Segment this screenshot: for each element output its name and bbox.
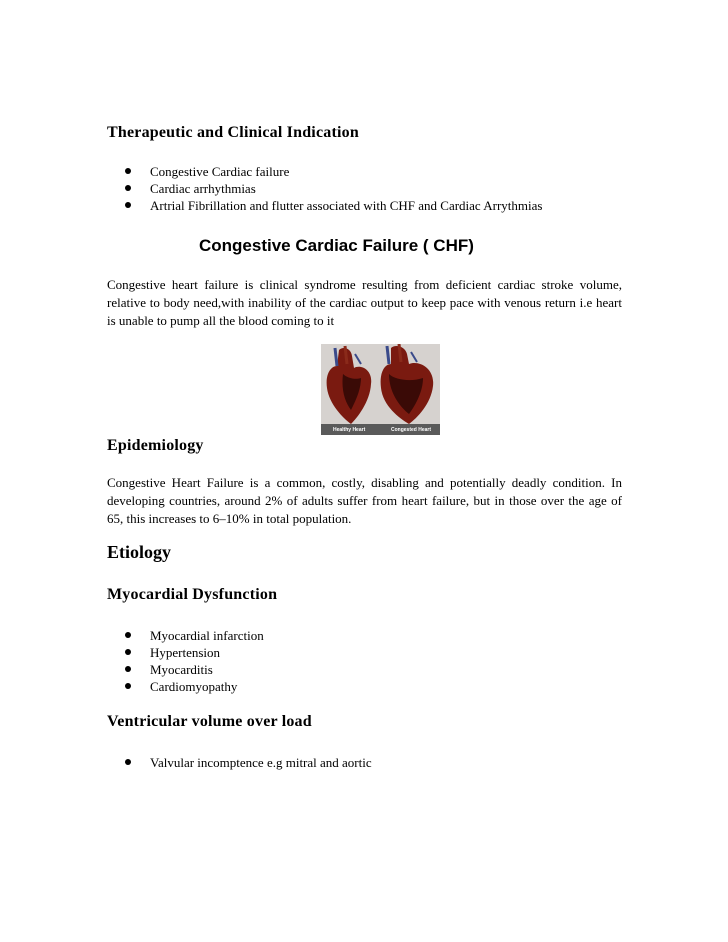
list-item: Myocardial infarction xyxy=(125,627,264,644)
document-page xyxy=(107,0,622,942)
ventricular-list xyxy=(125,754,372,771)
epidemiology-heading: Epidemiology xyxy=(107,437,204,454)
ventricular-heading: Ventricular volume over load xyxy=(107,713,312,730)
bullet-icon xyxy=(125,185,131,191)
myocardial-list xyxy=(125,627,264,695)
bullet-icon xyxy=(125,632,131,638)
bullet-icon xyxy=(125,168,131,174)
bullet-icon xyxy=(125,202,131,208)
heart-illustration xyxy=(321,344,440,435)
bullet-icon xyxy=(125,759,131,765)
myocardial-heading: Myocardial Dysfunction xyxy=(107,586,278,603)
heart-comparison-figure xyxy=(321,344,440,435)
list-item: Valvular incomptence e.g mitral and aortic xyxy=(125,754,372,771)
therapeutic-heading: Therapeutic and Clinical Indication xyxy=(107,124,359,141)
bullet-icon xyxy=(125,666,131,672)
list-item: Artrial Fibrillation and flutter associated with CHF and Cardiac Arrythmias xyxy=(125,197,542,214)
list-item: Congestive Cardiac failure xyxy=(125,163,542,180)
bullet-icon xyxy=(125,683,131,689)
healthy-heart-caption: Healthy Heart xyxy=(333,427,366,433)
therapeutic-list xyxy=(125,163,542,214)
etiology-heading: Etiology xyxy=(107,542,172,562)
congested-heart-caption: Congested Heart xyxy=(391,427,432,433)
list-item: Cardiomyopathy xyxy=(125,678,264,695)
list-item: Cardiac arrhythmias xyxy=(125,180,542,197)
epidemiology-text: Congestive Heart Failure is a common, costly, disabling and potentially deadly condition. In developing countries, around 2% of adults suffer from heart failure, but in those over the age of 65, this increases to 6–10% in total population. xyxy=(107,475,622,526)
chf-title: Congestive Cardiac Failure ( CHF) xyxy=(199,236,474,255)
bullet-icon xyxy=(125,649,131,655)
chf-definition: Congestive heart failure is clinical syndrome resulting from deficient cardiac stroke volume, relative to body need,with inability of the cardiac output to keep pace with venous return i.e heart is unable to pump all the blood coming to it xyxy=(107,277,622,328)
list-item: Hypertension xyxy=(125,644,264,661)
list-item: Myocarditis xyxy=(125,661,264,678)
